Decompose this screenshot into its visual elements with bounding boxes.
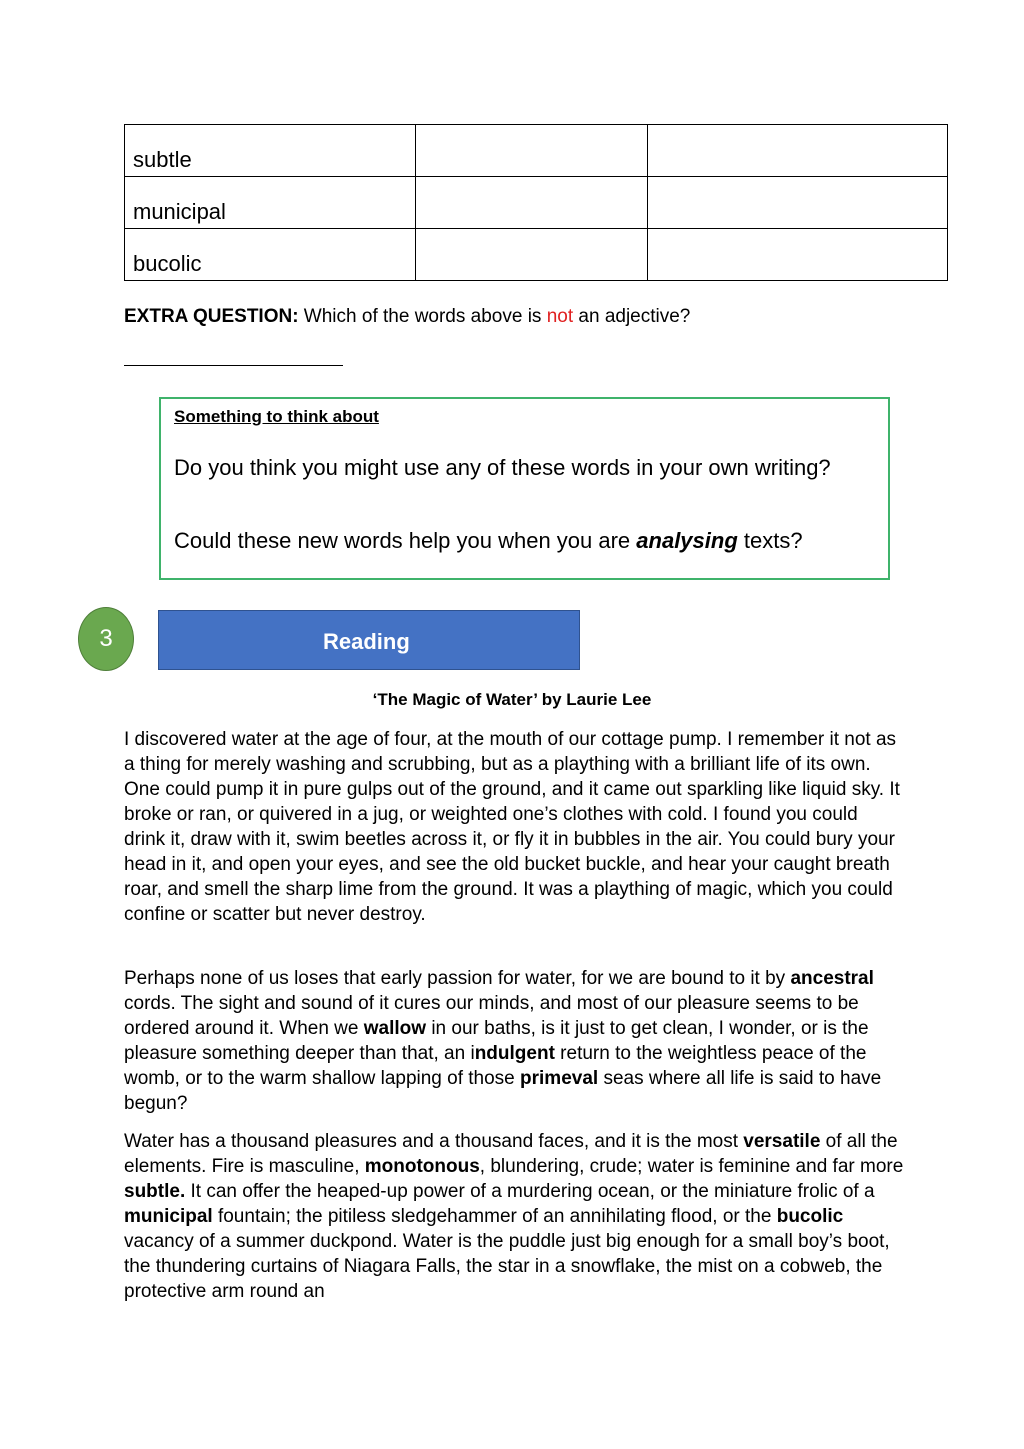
section-heading: Reading xyxy=(323,629,410,654)
think-question-1: Do you think you might use any of these words in your own writing? xyxy=(174,455,831,480)
vocabulary-word: wallow xyxy=(363,1018,427,1039)
answer-cell[interactable] xyxy=(416,229,648,281)
think-question-2-end: texts? xyxy=(737,528,803,553)
vocabulary-word: ancestral xyxy=(790,968,874,989)
vocabulary-table xyxy=(124,124,948,281)
paragraph-text: cords. The sight and sound of it cures our minds, and most of our pleasure seems to be ordered around it. When we xyxy=(124,993,859,1039)
vocabulary-word: municipal xyxy=(124,1206,213,1227)
vocabulary-word: ndulgent xyxy=(474,1043,555,1064)
passage-paragraph-1 xyxy=(124,727,904,927)
word-cell xyxy=(125,177,416,229)
think-question-2-start: Could these new words help you when you are xyxy=(174,528,637,553)
table-row xyxy=(125,229,948,281)
paragraph-text: return to the weightless peace of the womb, or to the warm shallow lapping of those xyxy=(124,1043,867,1089)
passage-paragraph-3 xyxy=(124,1129,904,1304)
extra-question-text-end: an adjective? xyxy=(573,306,691,327)
vocabulary-word: primeval xyxy=(520,1068,599,1089)
vocabulary-word: monotonous xyxy=(364,1156,480,1177)
extra-question-lead: EXTRA QUESTION: xyxy=(124,306,299,327)
paragraph-text: It can offer the heaped-up power of a murdering ocean, or the miniature frolic of a xyxy=(185,1181,875,1202)
answer-cell[interactable] xyxy=(416,125,648,177)
think-question-2 xyxy=(174,526,803,556)
word-cell xyxy=(125,125,416,177)
paragraph-text: fountain; the pitiless sledgehammer of an annihilating flood, or the xyxy=(212,1206,777,1227)
extra-question xyxy=(124,306,690,328)
answer-cell[interactable] xyxy=(416,177,648,229)
table-row xyxy=(125,125,948,177)
answer-cell[interactable] xyxy=(648,177,948,229)
answer-cell[interactable] xyxy=(648,229,948,281)
vocabulary-word: subtle. xyxy=(124,1181,186,1202)
section-heading-banner xyxy=(158,610,580,670)
paragraph-text: in our baths, is it just to get clean, I wonder, or is the pleasure something deeper than that, an i xyxy=(124,1018,869,1064)
think-question-2-emphasis: analysing xyxy=(636,528,738,553)
word-text: subtle xyxy=(133,147,192,172)
section-number-badge: 3 xyxy=(78,607,134,671)
paragraph-text: vacancy of a summer duckpond. Water is the puddle just big enough for a small boy’s boot, the thundering curtains of Niagara Falls, the star in a snowflake, the mist on a cobweb, the protective arm round an xyxy=(124,1231,890,1302)
think-box-title: Something to think about xyxy=(174,407,379,426)
paragraph-text: Perhaps none of us loses that early passion for water, for we are bound to it by xyxy=(124,968,791,989)
paragraph-text: , blundering, crude; water is feminine and far more xyxy=(479,1156,904,1177)
passage-title: ‘The Magic of Water’ by Laurie Lee xyxy=(372,690,652,709)
word-text: municipal xyxy=(133,199,226,224)
paragraph-text: Water has a thousand pleasures and a thousand faces, and it is the most xyxy=(124,1131,744,1152)
word-cell xyxy=(125,229,416,281)
paragraph-text: I discovered water at the age of four, at the mouth of our cottage pump. I remember it not as a thing for merely washing and scrubbing, but as a plaything with a brilliant life of its own. One could pump it in pure gulps out of the ground, and it came out sparkling like liquid sky. It broke or ran, or quivered in a jug, or weighted one’s clothes with cold. I found you could drink it, draw with it, swim beetles across it, or fly it in bubbles in the air. You could bury your head in it, and open your eyes, and see the old bucket buckle, and hear your caught breath roar, and smell the sharp lime from the ground. It was a plaything of magic, which you could confine or scatter but never destroy. xyxy=(124,729,900,925)
passage-paragraph-2 xyxy=(124,966,904,1116)
vocabulary-word: versatile xyxy=(743,1131,821,1152)
vocabulary-word: bucolic xyxy=(776,1206,844,1227)
think-about-box xyxy=(159,397,890,580)
extra-question-text: Which of the words above is xyxy=(298,306,547,327)
extra-question-highlight: not xyxy=(546,306,574,327)
paragraph-text: seas where all life is said to have begun? xyxy=(124,1068,882,1114)
paragraph-text: of all the elements. Fire is masculine, xyxy=(124,1131,898,1177)
answer-line[interactable] xyxy=(124,365,343,366)
word-text: bucolic xyxy=(133,251,202,276)
table-row xyxy=(125,177,948,229)
answer-cell[interactable] xyxy=(648,125,948,177)
